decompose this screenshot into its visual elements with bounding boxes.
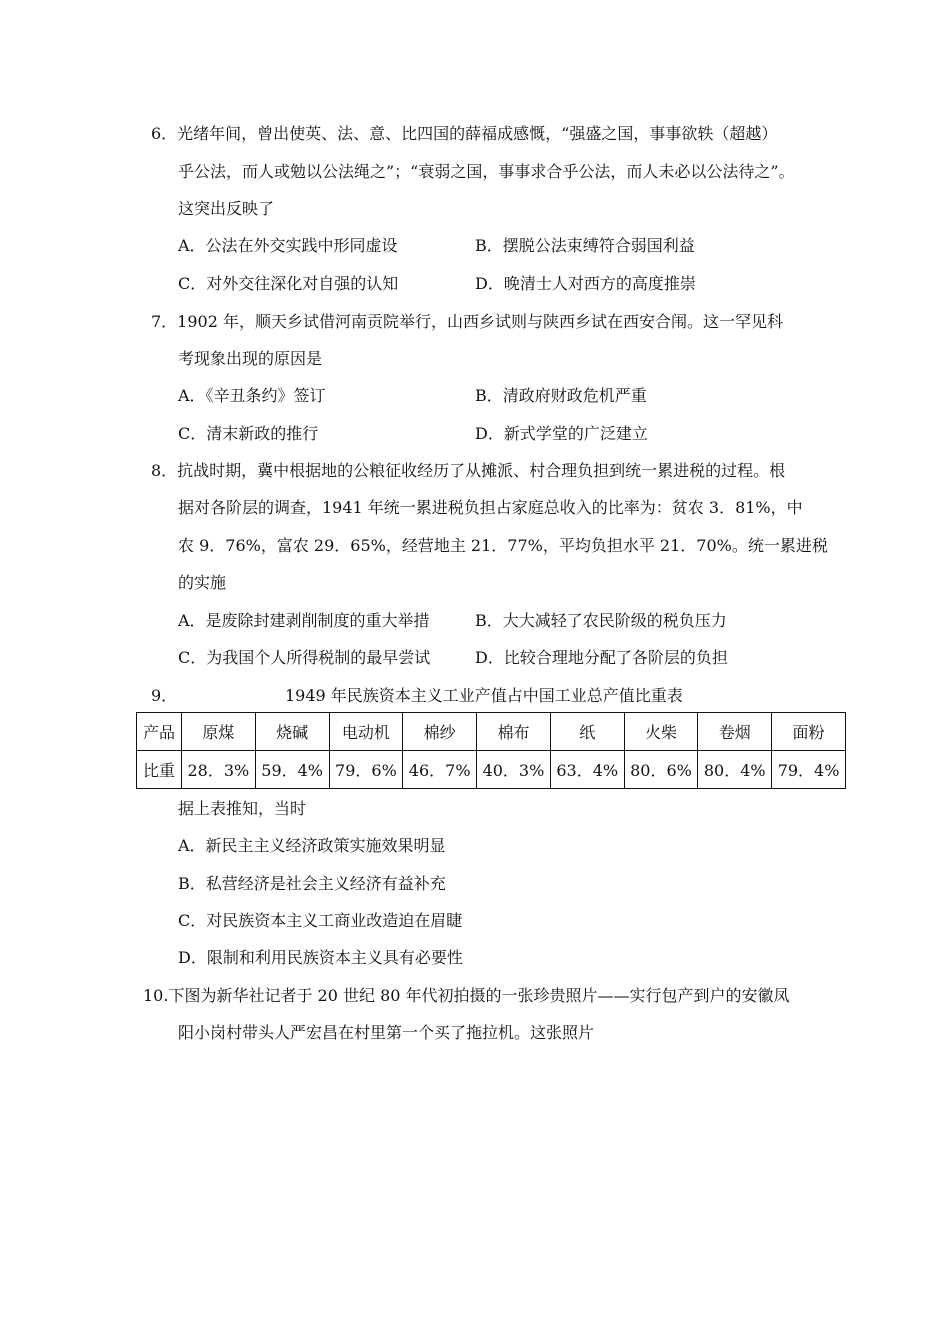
q9-stem: 据上表推知，当时 [178,799,307,818]
table-cell-product: 卷烟 [698,713,772,751]
table-cell-product: 棉布 [477,713,551,751]
q8-line-1: 8．抗战时期，冀中根据地的公粮征收经历了从摊派、村合理负担到统一累进税的过程。根 [151,461,786,480]
table-row-shares [137,751,846,789]
table-cell-product: 电动机 [329,713,403,751]
table-cell-product: 棉纱 [403,713,477,751]
table-cell-share: 59．4% [255,751,329,789]
q9-option-d: D．限制和利用民族资本主义具有必要性 [178,948,463,967]
q6-line-1: 6．光绪年间，曾出使英、法、意、比四国的薛福成感慨，“强盛之国，事事欲轶（超越） [151,124,778,143]
q10-line-1: 10.下图为新华社记者于 20 世纪 80 年代初拍摄的一张珍贵照片——实行包产到户的安徽凤 [143,986,790,1005]
q8-line-4: 的实施 [178,573,227,592]
table-cell-product: 面粉 [772,713,846,751]
table-cell-share: 79．4% [772,751,846,789]
q7-line-1: 7．1902 年，顺天乡试借河南贡院举行，山西乡试则与陕西乡试在西安合闱。这一罕见科 [151,312,783,331]
q9-number: 9． [151,686,178,705]
table-cell-product: 火柴 [624,713,698,751]
table-cell-product: 纸 [550,713,624,751]
table-cell-share: 79．6% [329,751,403,789]
table-header-label: 产品 [137,713,182,751]
q7-option-b: B．清政府财政危机严重 [475,386,647,405]
q6-option-c: C．对外交往深化对自强的认知 [178,274,399,293]
q7-option-a: A．《辛丑条约》签订 [178,386,326,405]
q10-line-2: 阳小岗村带头人严宏昌在村里第一个买了拖拉机。这张照片 [178,1023,595,1042]
q9-data-table [136,712,846,789]
table-cell-share: 80．4% [698,751,772,789]
q8-line-2: 据对各阶层的调查，1941 年统一累进税负担占家庭总收入的比率为：贫农 3．81%，中 [178,498,803,517]
q6-line-3: 这突出反映了 [178,199,275,218]
table-cell-share: 46．7% [403,751,477,789]
table-value-label: 比重 [137,751,182,789]
q6-line-2: 乎公法，而人或勉以公法绳之”；“衰弱之国，事事求合乎公法，而人未必以公法待之”。 [178,162,795,181]
table-row-products [137,713,846,751]
table-cell-product: 烧碱 [255,713,329,751]
q7-option-c: C．清末新政的推行 [178,424,319,443]
table-cell-share: 63．4% [550,751,624,789]
q9-option-b: B．私营经济是社会主义经济有益补充 [178,874,446,893]
q7-line-2: 考现象出现的原因是 [178,349,323,368]
q9-option-a: A．新民主主义经济政策实施效果明显 [178,836,446,855]
q7-option-d: D．新式学堂的广泛建立 [475,424,648,443]
q8-option-b: B．大大减轻了农民阶级的税负压力 [475,611,727,630]
q8-option-a: A．是废除封建剥削制度的重大举措 [178,611,430,630]
table-cell-product: 原煤 [182,713,256,751]
table-cell-share: 80．6% [624,751,698,789]
q6-option-a: A．公法在外交实践中形同虚设 [178,236,398,255]
table-cell-share: 28．3% [182,751,256,789]
q8-option-d: D．比较合理地分配了各阶层的负担 [475,648,728,667]
table-cell-share: 40．3% [477,751,551,789]
q8-option-c: C．为我国个人所得税制的最早尝试 [178,648,431,667]
q6-option-d: D．晚清士人对西方的高度推崇 [475,274,696,293]
q6-option-b: B．摆脱公法束缚符合弱国利益 [475,236,695,255]
q9-option-c: C．对民族资本主义工商业改造迫在眉睫 [178,911,463,930]
q8-line-3: 农 9．76%，富农 29．65%，经营地主 21．77%，平均负担水平 21．70%。统一累进税 [178,536,828,555]
q9-table-title: 1949 年民族资本主义工业产值占中国工业总产值比重表 [285,686,683,705]
